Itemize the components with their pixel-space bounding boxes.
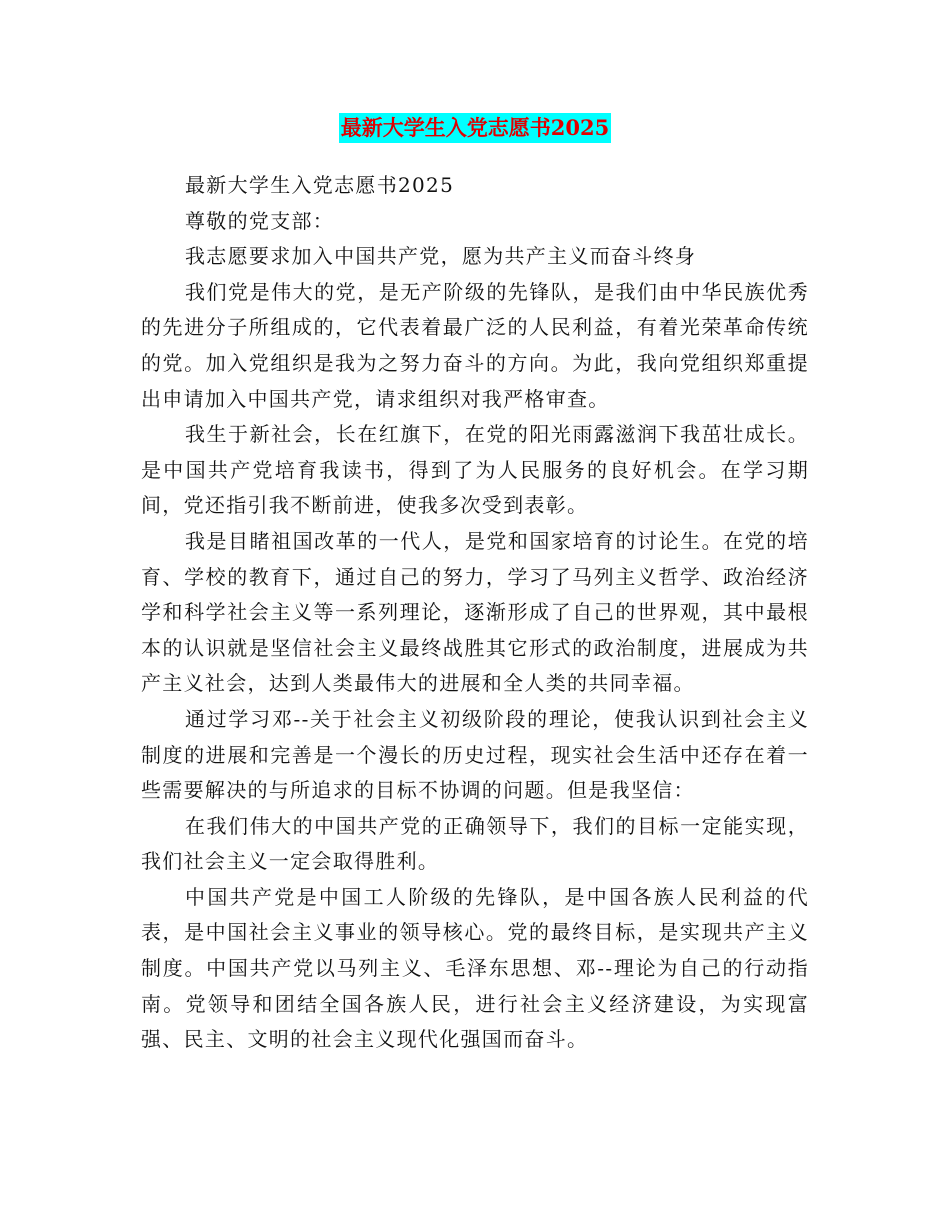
paragraph-party-greatness: 我们党是伟大的党，是无产阶级的先锋队，是我们由中华民族优秀的先进分子所组成的，它代表着最广泛的人民利益，有着光荣革命传统的党。加入党组织是我为之努力奋斗的方向。为此，我向党组织郑重提出申请加入中国共产党，请求组织对我严格审查。 [141, 279, 809, 411]
paragraph-party-role: 中国共产党是中国工人阶级的先锋队，是中国各族人民利益的代表，是中国社会主义事业的领导核心。党的最终目标，是实现共产主义制度。中国共产党以马列主义、毛泽东思想、邓--理论为自己的行动指南。党领导和团结全国各族人民，进行社会主义经济建设，为实现富强、民主、文明的社会主义现代化强国而奋斗。 [141, 884, 809, 1052]
paragraph-statement: 我志愿要求加入中国共产党，愿为共产主义而奋斗终身 [185, 244, 697, 269]
title-container [0, 113, 950, 143]
document-body [141, 168, 809, 1058]
paragraph-salutation: 尊敬的党支部： [185, 208, 335, 233]
paragraph-upbringing: 我生于新社会，长在红旗下，在党的阳光雨露滋润下我茁壮成长。是中国共产党培育我读书，得到了为人民服务的良好机会。在学习期间，党还指引我不断前进，使我多次受到表彰。 [141, 422, 809, 518]
paragraph-subtitle: 最新大学生入党志愿书2025 [185, 173, 455, 197]
paragraph-worldview: 我是目睹祖国改革的一代人，是党和国家培育的讨论生。在党的培育、学校的教育下，通过自己的努力，学习了马列主义哲学、政治经济学和科学社会主义等一系列理论，逐渐形成了自己的世界观，其中最根本的认识就是坚信社会主义最终战胜其它形式的政治制度，进展成为共产主义社会，达到人类最伟大的进展和全人类的共同幸福。 [141, 528, 809, 696]
paragraph-belief: 在我们伟大的中国共产党的正确领导下，我们的目标一定能实现，我们社会主义一定会取得胜利。 [141, 813, 809, 874]
document-title: 最新大学生入党志愿书2025 [339, 113, 611, 143]
paragraph-theory-study: 通过学习邓--关于社会主义初级阶段的理论，使我认识到社会主义制度的进展和完善是一个漫长的历史过程，现实社会生活中还存在着一些需要解决的与所追求的目标不协调的问题。但是我坚信： [141, 706, 809, 803]
